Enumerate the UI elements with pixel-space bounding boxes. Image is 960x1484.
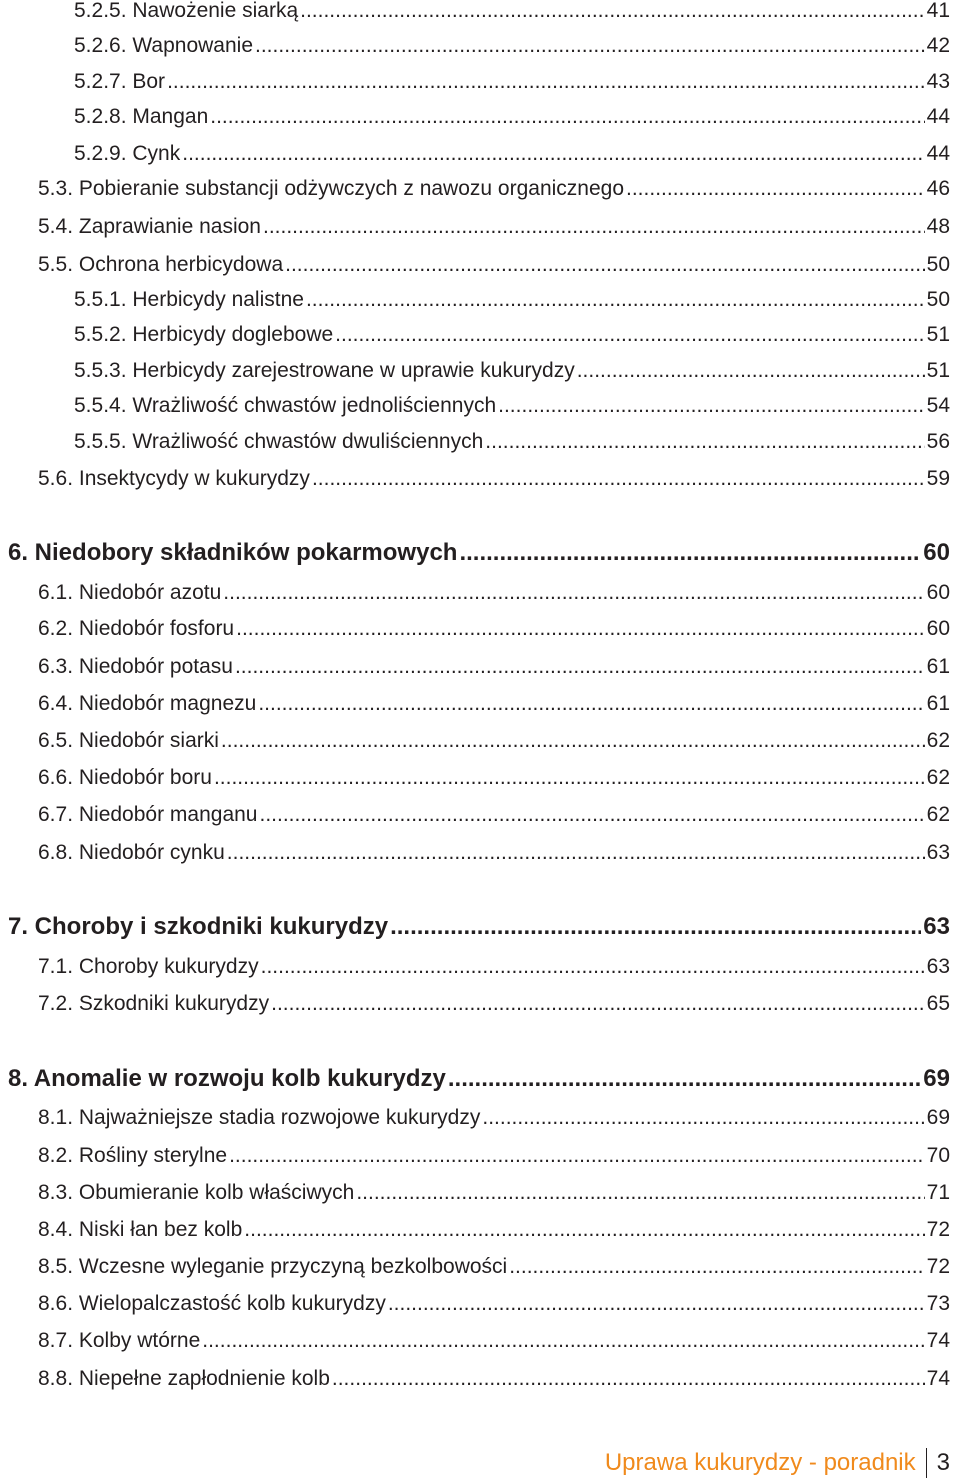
toc-entry-page: 41 bbox=[926, 0, 950, 22]
toc-entry-page: 62 bbox=[926, 803, 950, 826]
dot-leader bbox=[244, 1217, 924, 1243]
dot-leader bbox=[258, 691, 924, 717]
toc-entry-label: 5.5. Ochrona herbicydowa bbox=[38, 253, 284, 276]
dot-leader bbox=[356, 1180, 924, 1206]
toc-entry-label: 6.6. Niedobór boru bbox=[38, 766, 212, 789]
dot-leader bbox=[388, 1291, 925, 1317]
toc-chapter-label: 7. Choroby i szkodniki kukurydzy bbox=[8, 913, 389, 940]
toc-entry-label: 8.1. Najważniejsze stadia rozwojowe kukurydzy bbox=[38, 1106, 481, 1129]
toc-entry-page: 44 bbox=[926, 105, 950, 128]
toc-entry[interactable] bbox=[74, 0, 950, 24]
toc-entry-page: 42 bbox=[926, 34, 950, 57]
dot-leader bbox=[227, 840, 925, 866]
toc-entry[interactable] bbox=[38, 1105, 950, 1131]
toc-entry-page: 69 bbox=[926, 1106, 950, 1129]
toc-entry-page: 59 bbox=[926, 467, 950, 490]
toc-chapter-page: 63 bbox=[923, 913, 950, 940]
dot-leader bbox=[509, 1254, 924, 1280]
toc-entry[interactable] bbox=[38, 691, 950, 717]
toc-entry-page: 72 bbox=[926, 1218, 950, 1241]
toc-entry-page: 44 bbox=[926, 142, 950, 165]
toc-entry-page: 51 bbox=[926, 359, 950, 382]
toc-entry-label: 8.2. Rośliny sterylne bbox=[38, 1144, 228, 1167]
toc-chapter[interactable] bbox=[8, 538, 950, 568]
toc-entry-page: 46 bbox=[926, 177, 950, 200]
toc-entry-label: 8.8. Niepełne zapłodnienie kolb bbox=[38, 1367, 330, 1390]
dot-leader bbox=[271, 991, 925, 1017]
toc-entry-page: 62 bbox=[926, 766, 950, 789]
toc-entry-label: 8.4. Niski łan bez kolb bbox=[38, 1218, 243, 1241]
toc-entry-page: 63 bbox=[926, 841, 950, 864]
toc-entry-label: 6.7. Niedobór manganu bbox=[38, 803, 258, 826]
toc-entry-page: 63 bbox=[926, 955, 950, 978]
toc-chapter-page: 60 bbox=[923, 539, 950, 566]
toc-entry-page: 50 bbox=[926, 253, 950, 276]
toc-entry-label: 6.4. Niedobór magnezu bbox=[38, 692, 257, 715]
toc-entry-label: 6.1. Niedobór azotu bbox=[38, 581, 222, 604]
toc-entry-label: 5.2.9. Cynk bbox=[74, 142, 181, 165]
toc-entry[interactable] bbox=[74, 287, 950, 313]
toc-entry[interactable] bbox=[38, 252, 950, 278]
toc-entry-page: 60 bbox=[926, 581, 950, 604]
toc-entry[interactable] bbox=[38, 616, 950, 642]
toc-entry-label: 5.4. Zaprawianie nasion bbox=[38, 215, 261, 238]
toc-entry[interactable] bbox=[38, 840, 950, 866]
toc-entry-page: 74 bbox=[926, 1329, 950, 1352]
dot-leader bbox=[214, 765, 925, 791]
toc-entry-label: 5.5.2. Herbicydy doglebowe bbox=[74, 323, 334, 346]
page-number: 3 bbox=[936, 1449, 950, 1476]
toc-entry[interactable] bbox=[38, 1366, 950, 1392]
dot-leader bbox=[167, 69, 925, 95]
dot-leader bbox=[312, 466, 925, 492]
toc-entry-label: 8.5. Wczesne wyleganie przyczyną bezkolbowości bbox=[38, 1255, 508, 1278]
toc-entry-page: 61 bbox=[926, 655, 950, 678]
dot-leader bbox=[285, 252, 925, 278]
toc-entry[interactable] bbox=[74, 429, 950, 455]
dot-leader bbox=[236, 616, 925, 642]
dot-leader bbox=[448, 1064, 921, 1094]
dot-leader bbox=[498, 393, 925, 419]
toc-entry[interactable] bbox=[74, 358, 950, 384]
dot-leader bbox=[260, 802, 925, 828]
toc-entry[interactable] bbox=[38, 466, 950, 492]
toc-entry[interactable] bbox=[38, 1217, 950, 1243]
toc-entry-page: 65 bbox=[926, 992, 950, 1015]
toc-entry-page: 56 bbox=[926, 430, 950, 453]
dot-leader bbox=[485, 429, 924, 455]
dot-leader bbox=[235, 654, 925, 680]
toc-entry[interactable] bbox=[38, 580, 950, 606]
toc-entry-page: 48 bbox=[926, 215, 950, 238]
toc-entry-label: 8.6. Wielopalczastość kolb kukurydzy bbox=[38, 1292, 386, 1315]
toc-entry-label: 8.3. Obumieranie kolb właściwych bbox=[38, 1181, 355, 1204]
dot-leader bbox=[261, 954, 925, 980]
toc-entry-label: 6.2. Niedobór fosforu bbox=[38, 617, 235, 640]
toc-entry-label: 5.5.1. Herbicydy nalistne bbox=[74, 288, 304, 311]
toc-entry[interactable] bbox=[74, 322, 950, 348]
toc-entry[interactable] bbox=[38, 954, 950, 980]
toc-entry[interactable] bbox=[74, 33, 950, 59]
dot-leader bbox=[459, 538, 921, 568]
dot-leader bbox=[202, 1328, 924, 1354]
toc-entry[interactable] bbox=[74, 104, 950, 130]
dot-leader bbox=[626, 176, 925, 202]
toc-entry-label: 5.6. Insektycydy w kukurydzy bbox=[38, 467, 310, 490]
toc-entry-page: 54 bbox=[926, 394, 950, 417]
toc-chapter-label: 8. Anomalie w rozwoju kolb kukurydzy bbox=[8, 1065, 446, 1092]
footer-title: Uprawa kukurydzy - poradnik bbox=[604, 1449, 916, 1476]
toc-entry[interactable] bbox=[38, 1143, 950, 1169]
dot-leader bbox=[223, 580, 924, 606]
footer-divider bbox=[926, 1448, 927, 1478]
toc-entry[interactable] bbox=[38, 1291, 950, 1317]
toc-entry-label: 5.2.8. Mangan bbox=[74, 105, 209, 128]
dot-leader bbox=[335, 322, 924, 348]
dot-leader bbox=[577, 358, 925, 384]
toc-entry[interactable] bbox=[74, 393, 950, 419]
dot-leader bbox=[221, 728, 925, 754]
toc-entry[interactable] bbox=[38, 214, 950, 240]
toc-entry[interactable] bbox=[38, 728, 950, 754]
dot-leader bbox=[300, 0, 925, 24]
toc-entry-label: 5.3. Pobieranie substancji odżywczych z nawozu organicznego bbox=[38, 177, 625, 200]
page-footer bbox=[605, 1448, 950, 1478]
toc-entry[interactable] bbox=[38, 1254, 950, 1280]
toc-entry-label: 8.7. Kolby wtórne bbox=[38, 1329, 201, 1352]
toc-entry[interactable] bbox=[38, 1328, 950, 1354]
toc-entry-page: 72 bbox=[926, 1255, 950, 1278]
toc-entry[interactable] bbox=[74, 141, 950, 167]
toc-entry[interactable] bbox=[74, 69, 950, 95]
toc-entry[interactable] bbox=[38, 765, 950, 791]
toc-entry-label: 5.2.7. Bor bbox=[74, 70, 166, 93]
dot-leader bbox=[210, 104, 924, 130]
toc-entry[interactable] bbox=[38, 1180, 950, 1206]
toc-entry-label: 7.2. Szkodniki kukurydzy bbox=[38, 992, 270, 1015]
dot-leader bbox=[390, 912, 921, 942]
toc-entry-page: 51 bbox=[926, 323, 950, 346]
toc-entry[interactable] bbox=[38, 176, 950, 202]
toc-entry-label: 6.5. Niedobór siarki bbox=[38, 729, 219, 752]
dot-leader bbox=[263, 214, 925, 240]
toc-entry-page: 70 bbox=[926, 1144, 950, 1167]
dot-leader bbox=[255, 33, 925, 59]
toc-chapter[interactable] bbox=[8, 1064, 950, 1094]
dot-leader bbox=[482, 1105, 924, 1131]
toc-entry-page: 60 bbox=[926, 617, 950, 640]
toc-entry-label: 5.2.5. Nawożenie siarką bbox=[74, 0, 299, 22]
toc-entry-label: 5.5.5. Wrażliwość chwastów dwuliściennych bbox=[74, 430, 484, 453]
toc-entry-label: 6.3. Niedobór potasu bbox=[38, 655, 233, 678]
toc-entry-page: 43 bbox=[926, 70, 950, 93]
toc-entry-label: 6.8. Niedobór cynku bbox=[38, 841, 225, 864]
toc-chapter[interactable] bbox=[8, 912, 950, 942]
toc-entry-page: 74 bbox=[926, 1367, 950, 1390]
toc-entry-page: 61 bbox=[926, 692, 950, 715]
dot-leader bbox=[229, 1143, 925, 1169]
dot-leader bbox=[182, 141, 924, 167]
toc-chapter-label: 6. Niedobory składników pokarmowych bbox=[8, 539, 458, 566]
toc-chapter-page: 69 bbox=[923, 1065, 950, 1092]
toc-entry-label: 5.5.3. Herbicydy zarejestrowane w uprawie kukurydzy bbox=[74, 359, 575, 382]
toc-entry[interactable] bbox=[38, 802, 950, 828]
toc-entry-label: 7.1. Choroby kukurydzy bbox=[38, 955, 259, 978]
toc-entry[interactable] bbox=[38, 654, 950, 680]
toc-entry-page: 71 bbox=[926, 1181, 950, 1204]
dot-leader bbox=[332, 1366, 925, 1392]
dot-leader bbox=[306, 287, 925, 313]
toc-entry-label: 5.5.4. Wrażliwość chwastów jednoliściennych bbox=[74, 394, 497, 417]
toc-entry[interactable] bbox=[38, 991, 950, 1017]
toc-entry-page: 62 bbox=[926, 729, 950, 752]
toc-entry-page: 73 bbox=[926, 1292, 950, 1315]
toc-entry-label: 5.2.6. Wapnowanie bbox=[74, 34, 254, 57]
toc-entry-page: 50 bbox=[926, 288, 950, 311]
